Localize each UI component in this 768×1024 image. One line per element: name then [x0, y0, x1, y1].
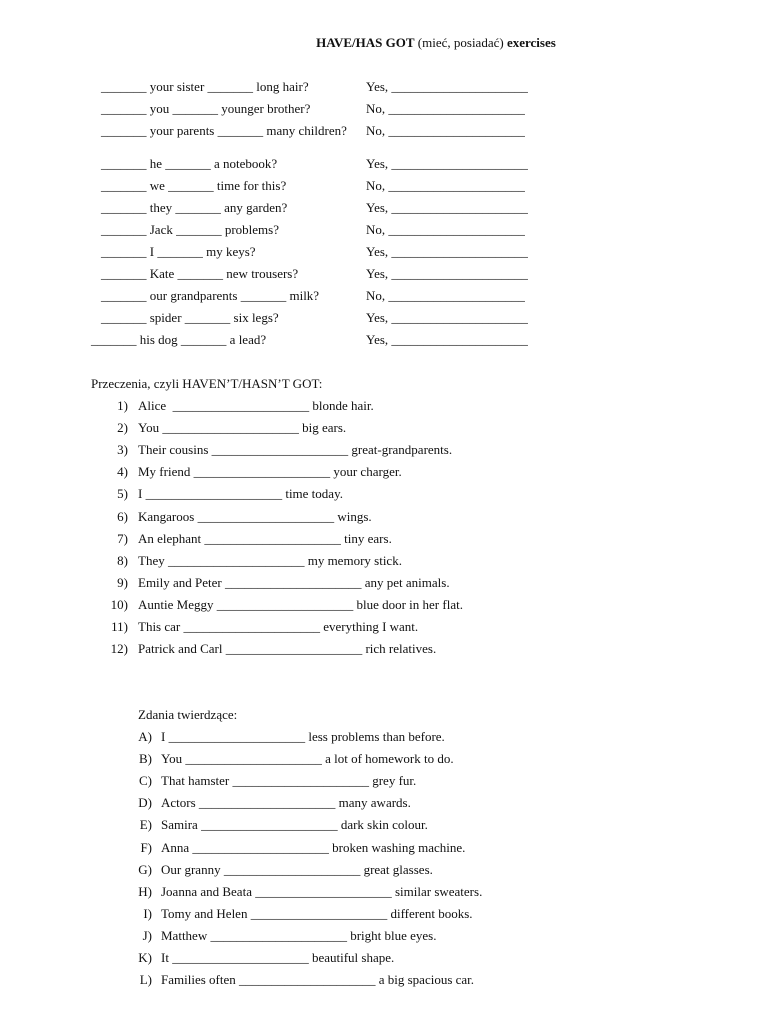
item-number: 10)	[110, 596, 128, 612]
item-sentence: That hamster _____________________ grey fur.	[161, 773, 417, 789]
item-sentence: Emily and Peter _____________________ any pet animals.	[138, 574, 450, 590]
answer-line: No, _____________________	[366, 288, 525, 303]
answer-line: Yes, _____________________	[366, 79, 528, 94]
item-number: 5)	[117, 486, 128, 502]
question-text: _______ they _______ any garden?	[101, 200, 288, 215]
question-text: _______ our grandparents _______ milk?	[101, 288, 320, 303]
question-text: _______ Jack _______ problems?	[101, 222, 280, 237]
item-sentence: Tomy and Helen _____________________ different books.	[161, 905, 473, 921]
answer-line: Yes, _____________________	[366, 266, 528, 281]
answer-line: No, _____________________	[366, 123, 525, 138]
question-text: _______ he _______ a notebook?	[101, 156, 278, 171]
title-bold-part: HAVE/HAS GOT	[316, 35, 415, 50]
item-number: 1)	[117, 398, 128, 413]
item-sentence: Kangaroos _____________________ wings.	[138, 508, 372, 524]
item-sentence: Auntie Meggy _____________________ blue door in her flat.	[138, 596, 463, 612]
page-title	[0, 35, 768, 51]
question-text: _______ your sister _______ long hair?	[101, 79, 309, 94]
item-sentence: It _____________________ beautiful shape.	[161, 950, 395, 965]
item-sentence: Samira _____________________ dark skin colour.	[161, 817, 428, 833]
question-text: _______ I _______ my keys?	[101, 244, 256, 259]
item-number: 12)	[110, 641, 128, 657]
item-sentence: Alice _____________________ blonde hair.	[138, 398, 374, 413]
item-number: I)	[143, 905, 152, 921]
answer-line: Yes, _____________________	[366, 156, 528, 171]
item-sentence: Patrick and Carl _____________________ rich relatives.	[138, 641, 437, 657]
item-number: 9)	[117, 574, 128, 590]
item-number: K)	[138, 950, 152, 965]
item-number: H)	[138, 883, 152, 899]
answer-line: Yes, _____________________	[366, 200, 528, 215]
item-number: 11)	[111, 619, 128, 634]
item-number: 2)	[117, 420, 128, 436]
item-sentence: An elephant _____________________ tiny ears.	[138, 530, 392, 546]
question-text: _______ spider _______ six legs?	[101, 310, 279, 325]
answer-line: Yes, _____________________	[366, 332, 528, 347]
item-number: 4)	[117, 464, 128, 480]
item-number: A)	[138, 729, 152, 744]
item-sentence: I _____________________ less problems than before.	[161, 729, 445, 744]
item-sentence: You _____________________ a lot of homework to do.	[161, 751, 454, 767]
answer-line: No, _____________________	[366, 222, 525, 237]
item-sentence: This car _____________________ everything I want.	[138, 619, 419, 634]
item-number: 7)	[117, 530, 128, 546]
item-number: G)	[138, 861, 152, 877]
negatives-heading: Przeczenia, czyli HAVEN’T/HASN’T GOT:	[91, 376, 323, 391]
item-number: 6)	[117, 508, 128, 524]
item-number: B)	[139, 751, 152, 767]
answer-line: No, _____________________	[366, 178, 525, 193]
question-text: _______ Kate _______ new trousers?	[101, 266, 299, 281]
item-number: 8)	[117, 552, 128, 568]
item-sentence: Joanna and Beata _____________________ similar sweaters.	[161, 883, 483, 899]
question-text: _______ you _______ younger brother?	[101, 101, 311, 116]
item-number: J)	[142, 927, 152, 943]
answer-line: Yes, _____________________	[366, 310, 528, 325]
item-number: 3)	[117, 442, 128, 458]
item-sentence: You _____________________ big ears.	[138, 420, 347, 436]
item-number: L)	[139, 972, 152, 988]
item-number: C)	[139, 773, 152, 789]
item-sentence: Anna _____________________ broken washing machine.	[161, 839, 466, 855]
item-number: F)	[140, 839, 152, 855]
item-sentence: I _____________________ time today.	[138, 486, 343, 502]
item-sentence: Families often _____________________ a big spacious car.	[161, 972, 475, 988]
answer-line: No, _____________________	[366, 101, 525, 116]
item-number: E)	[139, 817, 152, 833]
item-sentence: Matthew _____________________ bright blue eyes.	[161, 927, 437, 943]
item-sentence: Actors _____________________ many awards.	[161, 795, 411, 811]
title-translation: (mieć, posiadać)	[417, 35, 504, 50]
affirmatives-heading: Zdania twierdzące:	[138, 707, 238, 722]
question-text: _______ we _______ time for this?	[101, 178, 287, 193]
question-text: _______ his dog _______ a lead?	[91, 332, 267, 347]
item-sentence: My friend _____________________ your charger.	[138, 464, 402, 480]
item-sentence: Our granny _____________________ great glasses.	[161, 861, 433, 877]
item-sentence: Their cousins _____________________ great-grandparents.	[138, 442, 453, 458]
answer-line: Yes, _____________________	[366, 244, 528, 259]
question-text: _______ your parents _______ many children?	[101, 123, 347, 138]
item-sentence: They _____________________ my memory stick.	[138, 552, 402, 568]
title-exercises: exercises	[506, 35, 556, 50]
item-number: D)	[138, 795, 152, 811]
